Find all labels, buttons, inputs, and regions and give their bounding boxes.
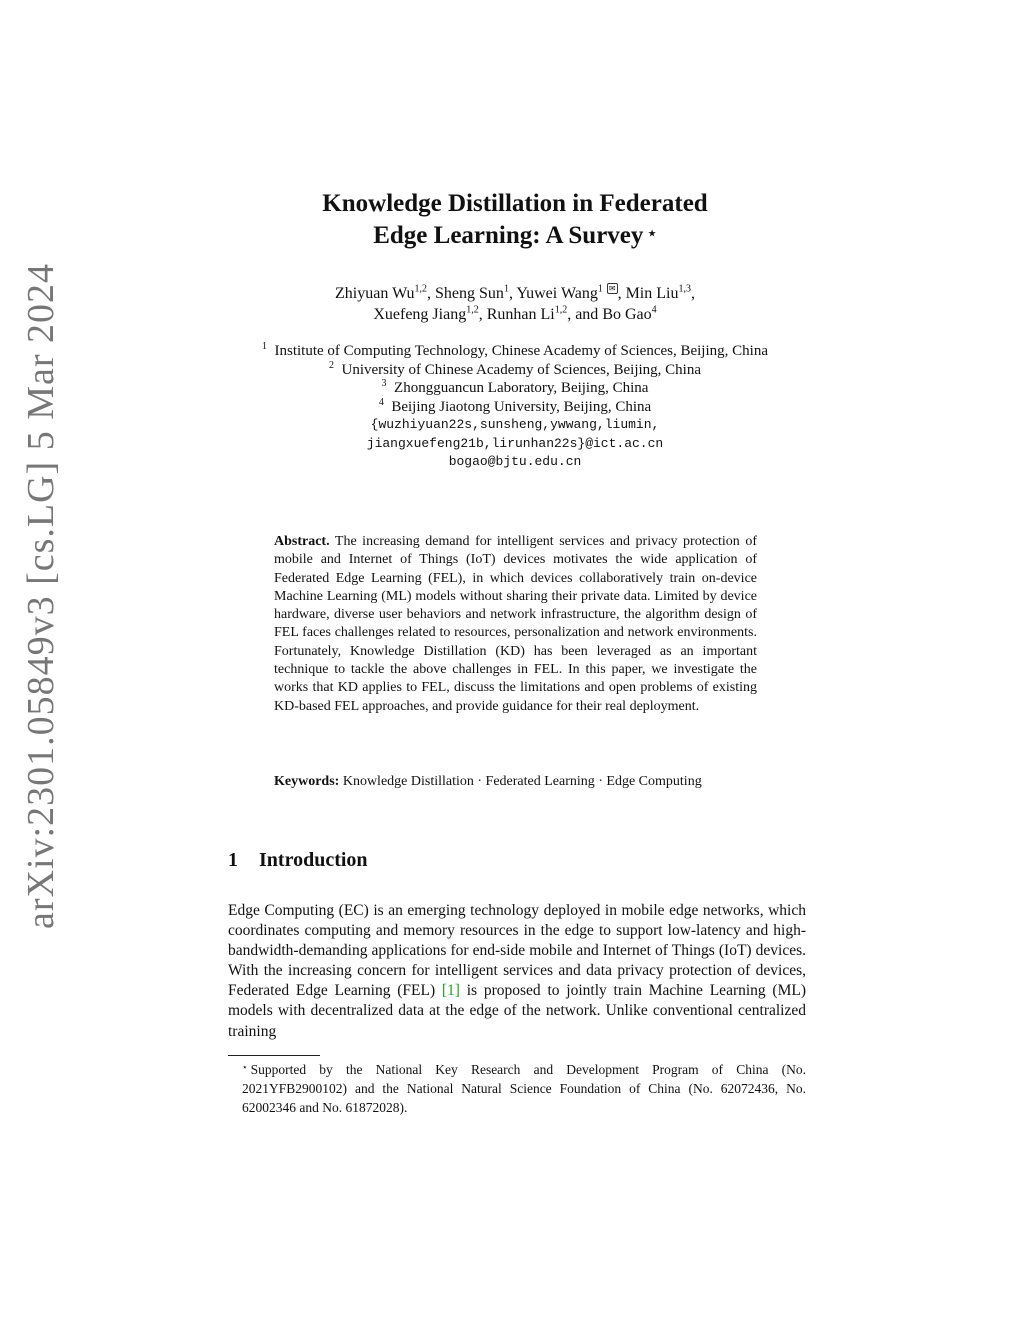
email-line: {wuzhiyuan22s,sunsheng,ywwang,liumin,	[370, 417, 660, 432]
author-name: Yuwei Wang	[516, 285, 598, 302]
abstract-label: Abstract.	[274, 534, 330, 549]
title-line-1: Knowledge Distillation in Federated	[322, 190, 708, 217]
affiliation-text: Beijing Jiaotong University, Beijing, China	[391, 398, 652, 415]
author-name: Zhiyuan Wu	[335, 285, 415, 302]
author-affiliation-sup: 1,2	[554, 304, 568, 316]
email-line: bogao@bjtu.edu.cn	[448, 454, 582, 469]
title-line-2-text: Edge Learning: A Survey	[373, 222, 644, 249]
author-affiliation-sup: 1,3	[678, 283, 691, 295]
author-affiliation-sup: 1,2	[466, 304, 479, 316]
footnote-marker: ⋆	[242, 1062, 248, 1072]
affiliation-sup: 4	[378, 396, 384, 408]
author-affiliation-sup: 1	[503, 283, 509, 295]
footnote-divider	[228, 1055, 320, 1056]
introduction-paragraph	[228, 901, 806, 1042]
affiliation-text: University of Chinese Academy of Sciences, Beijing, China	[341, 361, 701, 378]
section-number: 1	[228, 849, 238, 871]
affiliation-sup: 1	[262, 341, 268, 352]
section-heading-introduction	[228, 849, 808, 872]
abstract-block	[274, 533, 757, 716]
author-line-1: Zhiyuan Wu$^{1,2}$, Sheng Sun$^1$, Yuwei Wang$^1$ ✉ , Min Liu$^{1,3}$,	[335, 283, 695, 302]
intro-text-after-citation: is proposed to jointly train Machine Learning (ML) models with decentralized data at the edge of the network. Unlike conventional centralized training	[228, 982, 807, 1040]
arxiv-identifier-stamp: arXiv:2301.05849v3 [cs.LG] 5 Mar 2024	[20, 262, 62, 929]
affiliation-item	[200, 398, 830, 417]
abstract-text: The increasing demand for intelligent services and privacy protection of mobile and Internet of Things (IoT) devices motivates the wide application of Federated Edge Learning (FEL), in which devices collaboratively train on-device Machine Learning (ML) models without sharing their private data. Limited by device hardware, diverse user behaviors and network infrastructure, the algorithm design of FEL faces challenges related to resources, personalization and network environments. Fortunately, Knowledge Distillation (KD) has been leveraged as an important technique to tackle the above challenges in FEL. In this paper, we investigate the works that KD applies to FEL, discuss the limitations and open problems of existing KD-based FEL approaches, and provide guidance for their real deployment.	[274, 534, 757, 714]
email-line: jiangxuefeng21b,lirunhan22s}@ict.ac.cn	[366, 435, 664, 451]
affiliation-sup: 2	[328, 359, 334, 371]
keywords-text: Knowledge Distillation · Federated Learning · Edge Computing	[342, 774, 702, 789]
funding-footnote	[228, 1058, 806, 1117]
footnote-body	[228, 1058, 806, 1117]
paper-title	[200, 188, 830, 251]
author-name: Sheng Sun	[435, 285, 504, 302]
author-name: Bo Gao	[602, 306, 652, 323]
section-title: Introduction	[259, 849, 368, 871]
title-footnote-marker: ⋆	[647, 226, 657, 242]
keywords-label: Keywords:	[274, 774, 340, 789]
author-line-2: Xuefeng Jiang$^{1,2}$, Runhan Li$^{1,2}$, and Bo Gao$^4$	[373, 304, 657, 323]
author-affiliation-sup: 1	[597, 283, 603, 295]
affiliation-text: Institute of Computing Technology, Chinese Academy of Sciences, Beijing, China	[274, 343, 768, 359]
author-affiliation-sup: 4	[651, 304, 657, 316]
author-name: Xuefeng Jiang	[373, 306, 467, 323]
affiliation-list	[200, 342, 830, 472]
affiliation-sup: 3	[381, 378, 387, 389]
author-name: Min Liu	[625, 285, 679, 302]
envelope-icon: ✉	[608, 284, 616, 293]
affiliation-item	[200, 379, 830, 398]
author-affiliation-sup: 1,2	[414, 283, 428, 295]
keywords-block	[274, 773, 757, 791]
affiliation-item	[200, 361, 830, 380]
author-name: Runhan Li	[486, 306, 555, 323]
title-line-2	[200, 219, 830, 251]
citation-link[interactable]: [1]	[441, 982, 460, 1000]
intro-text-before-citation: Edge Computing (EC) is an emerging technology deployed in mobile edge networks, which coordinates computing and memory resources in the edge to support low-latency and high-bandwidth-demanding applications for end-side mobile and Internet of Things (IoT) devices. With the increasing concern for intelligent services and data privacy protection of devices, Federated Edge Learning (FEL)	[228, 902, 806, 1000]
affiliation-text: Zhongguancun Laboratory, Beijing, China	[394, 380, 649, 396]
affiliation-item	[200, 342, 830, 361]
footnote-text: Supported by the National Key Research and Development Program of China (No. 2021YFB2900102) and the National Natural Science Foundation of China (No. 62072436, No. 62002346 and No. 61872028).	[242, 1062, 806, 1115]
author-list	[200, 283, 830, 325]
